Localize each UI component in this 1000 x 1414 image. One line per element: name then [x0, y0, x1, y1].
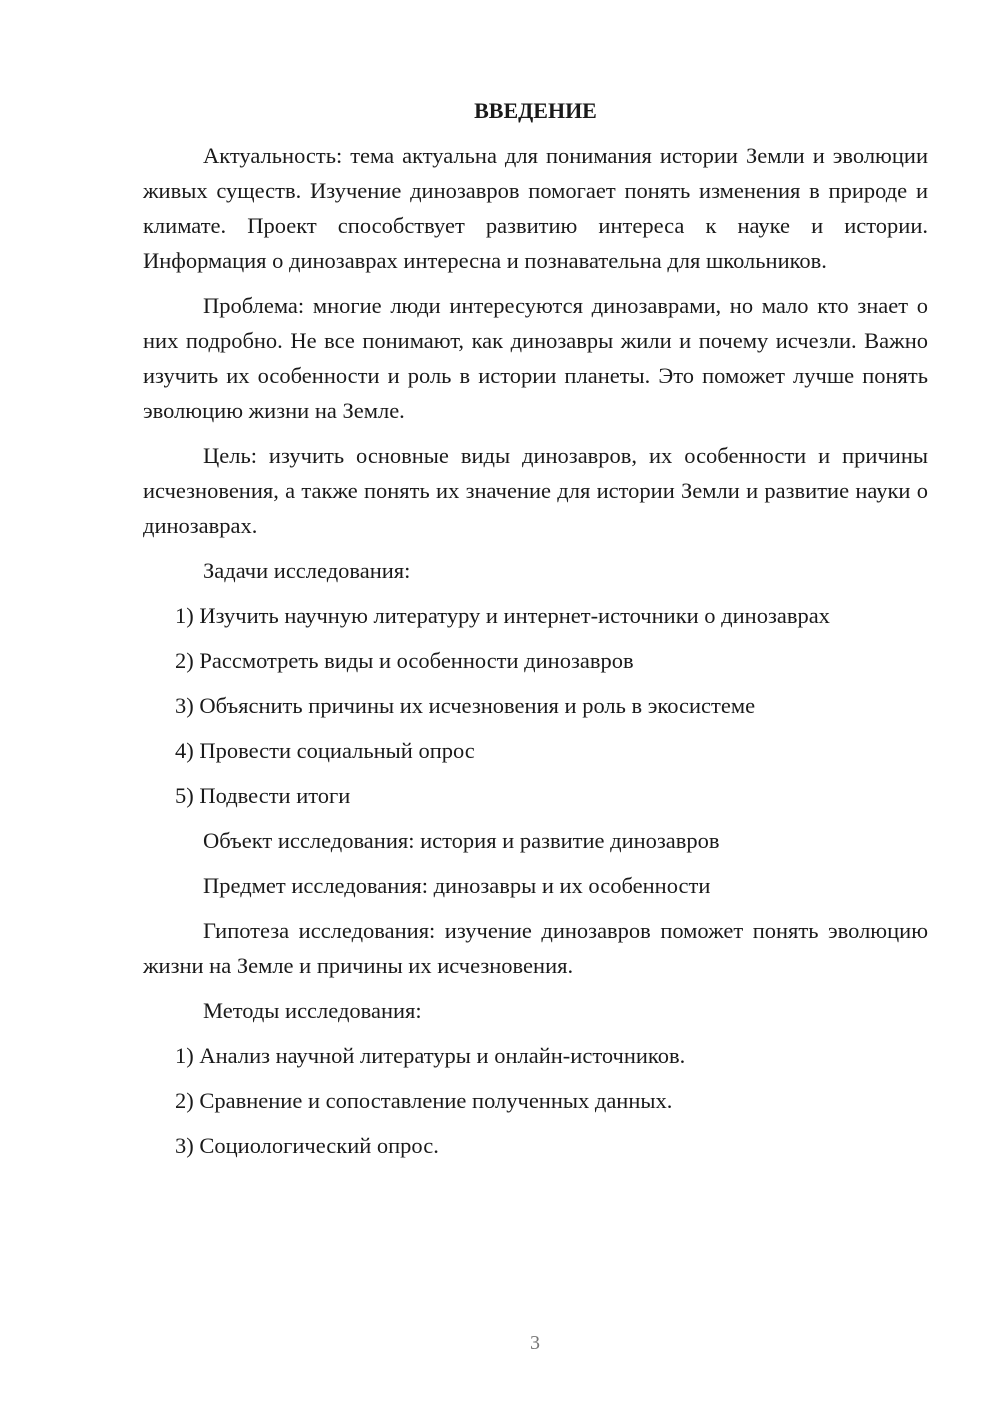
subject-line: Предмет исследования: динозавры и их особенности	[203, 873, 711, 898]
hypothesis-paragraph: Гипотеза исследования: изучение динозавров поможет понять эволюцию жизни на Земле и причины их исчезновения.	[143, 918, 928, 978]
list-item: 3) Социологический опрос.	[175, 1133, 439, 1158]
relevance-paragraph: Актуальность: тема актуальна для понимания истории Земли и эволюции живых существ. Изучение динозавров помогает понять изменения в природе и климате. Проект способствует развитию интереса к науке и истории. Информация о динозаврах интересна и познавательна для школьников.	[143, 143, 928, 273]
goal-paragraph: Цель: изучить основные виды динозавров, их особенности и причины исчезновения, а также понять их значение для истории Земли и развитие науки о динозаврах.	[143, 443, 928, 538]
tasks-list	[143, 598, 928, 813]
list-item: 2) Рассмотреть виды и особенности динозавров	[175, 648, 634, 673]
list-item: 2) Сравнение и сопоставление полученных данных.	[175, 1088, 673, 1113]
object-line: Объект исследования: история и развитие динозавров	[203, 828, 720, 853]
list-item: 4) Провести социальный опрос	[175, 738, 475, 763]
section-title: ВВЕДЕНИЕ	[474, 98, 597, 123]
tasks-heading: Задачи исследования:	[203, 558, 411, 583]
document-page	[143, 96, 928, 1173]
methods-list	[143, 1038, 928, 1163]
list-item: 1) Изучить научную литературу и интернет-источники о динозаврах	[175, 603, 830, 628]
problem-paragraph: Проблема: многие люди интересуются динозаврами, но мало кто знает о них подробно. Не все понимают, как динозавры жили и почему исчезли. Важно изучить их особенности и роль в истории планеты. Это поможет лучше понять эволюцию жизни на Земле.	[143, 293, 928, 423]
list-item: 5) Подвести итоги	[175, 783, 351, 808]
methods-heading: Методы исследования:	[203, 998, 422, 1023]
page-number: 3	[530, 1332, 540, 1354]
list-item: 1) Анализ научной литературы и онлайн-источников.	[175, 1043, 686, 1068]
list-item: 3) Объяснить причины их исчезновения и роль в экосистеме	[175, 693, 756, 718]
